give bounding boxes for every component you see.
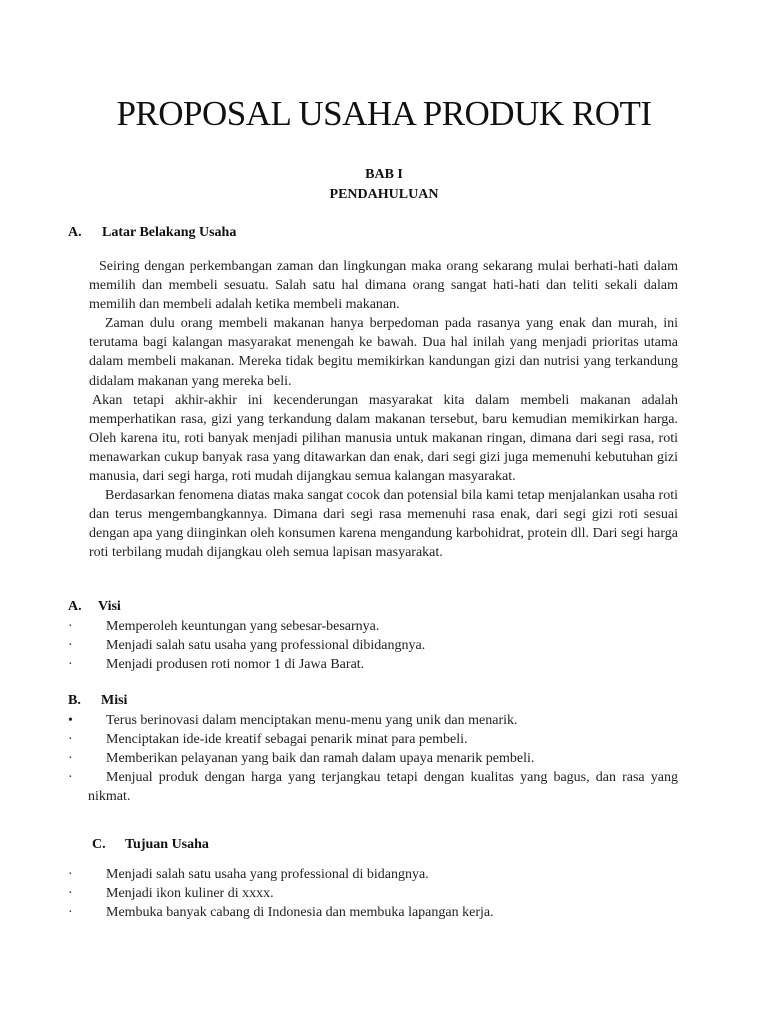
section-letter: C. [92, 837, 106, 852]
section-letter: B. [68, 693, 81, 708]
bullet-icon: · [68, 638, 73, 653]
section-title: Misi [101, 693, 128, 708]
section-title: Tujuan Usaha [125, 837, 209, 852]
chapter-title: PENDAHULUAN [329, 187, 439, 202]
bullet-icon: · [68, 732, 73, 747]
list-item-text: Memberikan pelayanan yang baik dan ramah dalam upaya menarik pembeli. [106, 751, 535, 766]
list-item-text: Menjual produk dengan harga yang terjangkau tetapi dengan kualitas yang bagus, dan rasa yang nikmat. [88, 770, 678, 804]
list-item-text: Menjadi salah satu usaha yang professional dibidangnya. [106, 638, 426, 653]
tujuan-list [68, 865, 678, 922]
list-item [68, 903, 678, 922]
section-title: Visi [98, 599, 121, 614]
section-title: Latar Belakang Usaha [102, 225, 237, 240]
list-item-text: Menciptakan ide-ide kreatif sebagai penarik minat para pembeli. [106, 732, 468, 747]
section-letter: A. [68, 599, 82, 614]
list-item [68, 655, 678, 674]
list-item [68, 711, 678, 730]
list-item [68, 730, 678, 749]
list-item [68, 768, 678, 806]
list-item [68, 865, 678, 884]
section-heading-visi [68, 597, 121, 616]
chapter-number: BAB I [365, 167, 403, 182]
section-heading-latar-belakang [68, 223, 236, 242]
paragraph-2: Zaman dulu orang membeli makanan hanya berpedoman pada rasanya yang enak dan murah, ini terutama bagi kalangan masyarakat menengah ke bawah. Dua hal inilah yang menjadi prioritas utama dalam membeli makanan. Mereka tidak begitu memikirkan kandungan gizi dan nutrisi yang terkandung didalam makanan yang mereka beli. [89, 316, 678, 389]
paragraph-4: Berdasarkan fenomena diatas maka sangat cocok dan potensial bila kami tetap menjalankan usaha roti dan terus mengembangkannya. Dimana dari segi rasa memenuhi rasa enak, dari segi gizi roti sesuai dengan apa yang diinginkan oleh konsumen karena mengandung karbohidrat, protein dll. Dari segi harga roti terbilang mudah dijangkau oleh semua lapisan masyarakat. [89, 488, 678, 561]
document-title: PROPOSAL USAHA PRODUK ROTI [116, 94, 652, 133]
list-item-text: Menjadi salah satu usaha yang professional di bidangnya. [106, 867, 429, 882]
bullet-icon: · [68, 657, 73, 672]
section-heading-misi [68, 691, 127, 710]
section-letter: A. [68, 225, 82, 240]
list-item-text: Memperoleh keuntungan yang sebesar-besarnya. [106, 619, 380, 634]
bullet-icon: · [68, 751, 73, 766]
list-item-text: Menjadi produsen roti nomor 1 di Jawa Barat. [106, 657, 365, 672]
section-heading-tujuan [92, 835, 209, 854]
list-item [68, 749, 678, 768]
bullet-icon: · [68, 905, 73, 920]
list-item [68, 636, 678, 655]
bullet-icon: · [68, 619, 73, 634]
bullet-icon: • [68, 713, 73, 728]
bullet-icon: · [68, 886, 73, 901]
bullet-icon: · [68, 867, 73, 882]
list-item [68, 884, 678, 903]
list-item [68, 617, 678, 636]
list-item-text: Membuka banyak cabang di Indonesia dan membuka lapangan kerja. [106, 905, 494, 920]
background-text [89, 257, 678, 563]
bullet-icon: · [68, 770, 73, 785]
misi-list [68, 711, 678, 806]
list-item-text: Menjadi ikon kuliner di xxxx. [106, 886, 274, 901]
list-item-text: Terus berinovasi dalam menciptakan menu-menu yang unik dan menarik. [106, 713, 518, 728]
paragraph-1: Seiring dengan perkembangan zaman dan lingkungan maka orang sekarang mulai berhati-hati dalam memilih dan membeli sesuatu. Salah satu hal dimana orang sangat hati-hati dan teliti sekali dalam memilih dan membeli adalah ketika membeli makanan. [89, 259, 678, 313]
visi-list [68, 617, 678, 674]
paragraph-3: Akan tetapi akhir-akhir ini kecenderungan masyarakat kita dalam membeli makanan adalah memperhatikan rasa, gizi yang terkandung dalam makanan tersebut, baru kemudian memikirkan harga. Oleh karena itu, roti banyak menjadi pilihan manusia untuk makanan ringan, dimana dari segi rasa, roti menawarkan cukup banyak rasa yang ditawarkan dan enak, dari segi gizi juga memenuhi kebutuhan gizi manusia, dari segi harga, roti mudah dijangkau semua kalangan masyarakat. [89, 392, 678, 485]
